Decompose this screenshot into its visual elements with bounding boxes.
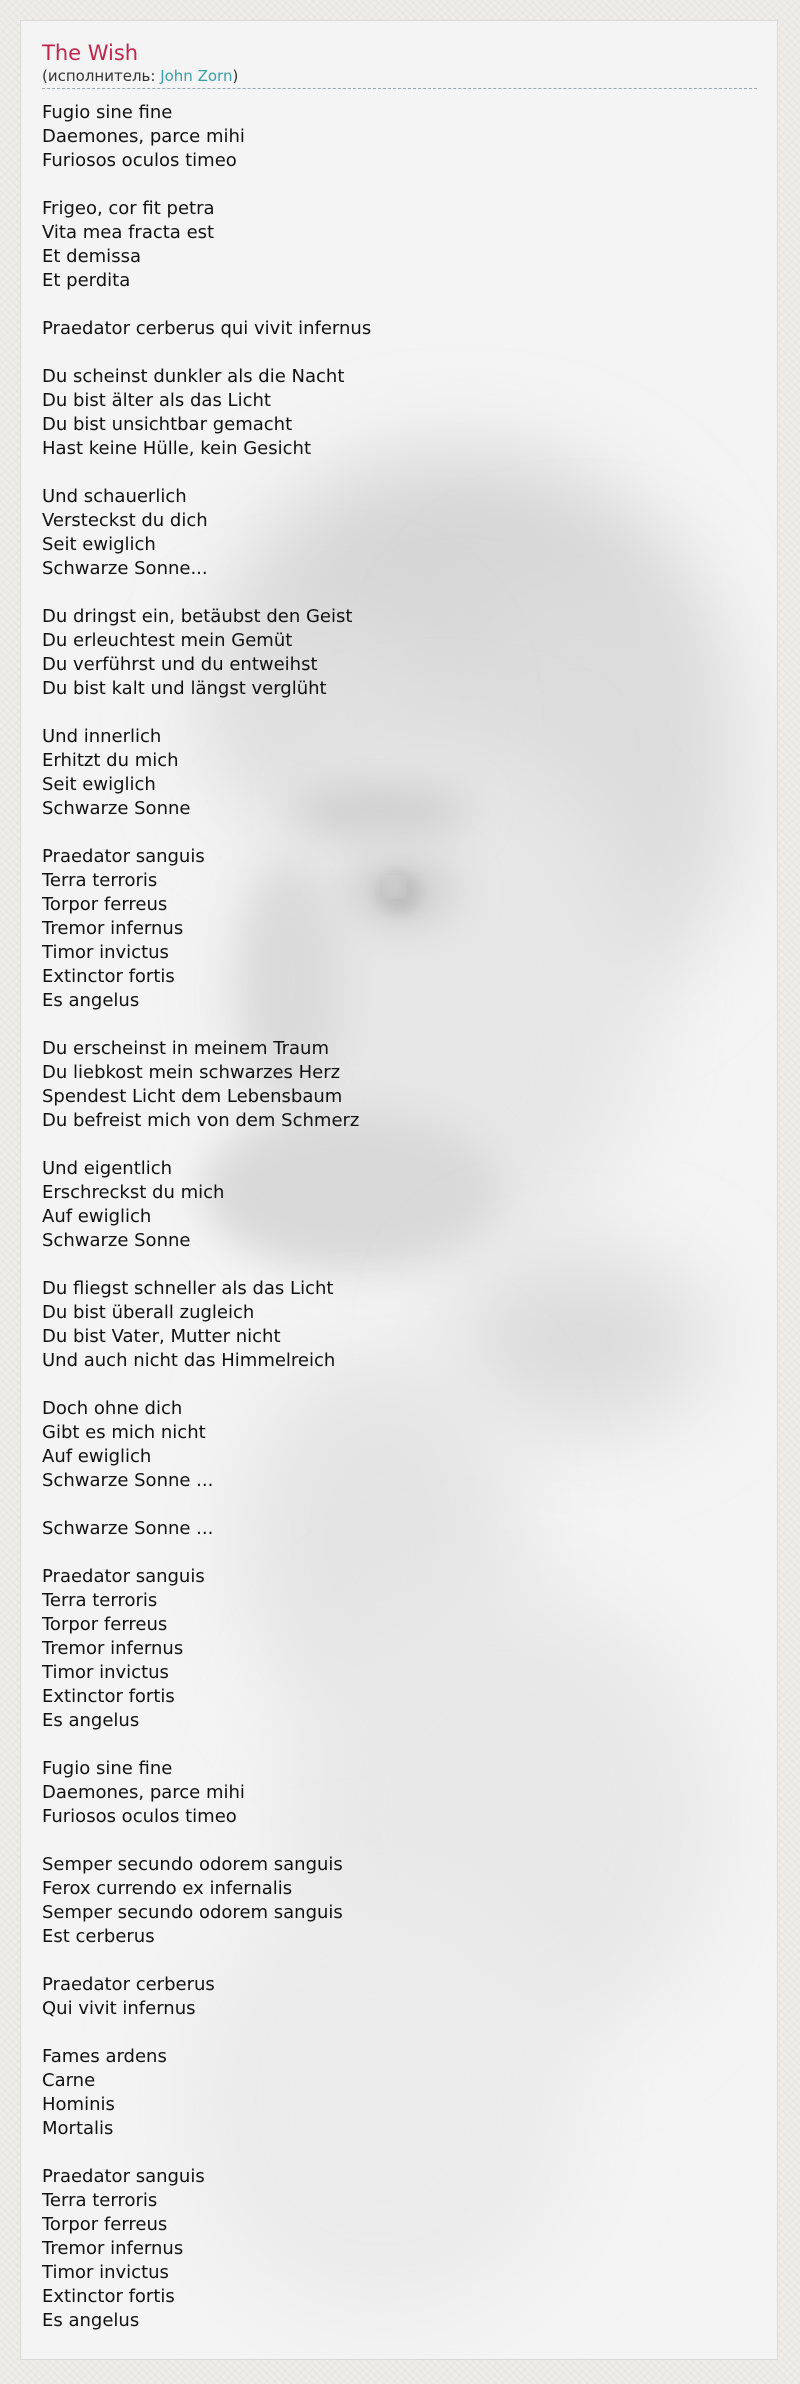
lyrics-line: Erhitzt du mich [42, 750, 179, 771]
lyrics-line: Frigeo, cor fit petra [42, 198, 215, 219]
lyrics-line: Du scheinst dunkler als die Nacht [42, 366, 345, 387]
lyrics-line: Doch ohne dich [42, 1398, 183, 1419]
lyrics-stanza [42, 2165, 755, 2333]
performer-prefix: (исполнитель: [42, 67, 161, 85]
lyrics-stanza [42, 1973, 755, 2021]
lyrics-text [42, 101, 755, 2333]
lyrics-line: Vita mea fracta est [42, 222, 215, 243]
lyrics-line: Spendest Licht dem Lebensbaum [42, 1086, 343, 1107]
lyrics-line: Timor invictus [42, 1662, 169, 1683]
lyrics-line: Terra terroris [42, 1590, 158, 1611]
lyrics-line: Extinctor fortis [42, 1686, 175, 1707]
lyrics-line: Terra terroris [42, 2190, 158, 2211]
lyrics-line: Mortalis [42, 2118, 114, 2139]
lyrics-line: Es angelus [42, 2310, 140, 2331]
lyrics-line: Und eigentlich [42, 1158, 173, 1179]
lyrics-line: Torpor ferreus [42, 894, 168, 915]
lyrics-stanza [42, 1853, 755, 1949]
lyrics-line: Und innerlich [42, 726, 162, 747]
lyrics-stanza [42, 1517, 755, 1541]
lyrics-line: Schwarze Sonne [42, 1230, 191, 1251]
lyrics-stanza [42, 197, 755, 293]
lyrics-line: Torpor ferreus [42, 2214, 168, 2235]
lyrics-stanza [42, 605, 755, 701]
lyrics-line: Du fliegst schneller als das Licht [42, 1278, 334, 1299]
song-title: The Wish [42, 41, 139, 65]
lyrics-line: Fugio sine fine [42, 1758, 173, 1779]
lyrics-line: Extinctor fortis [42, 966, 175, 987]
lyrics-line: Du dringst ein, betäubst den Geist [42, 606, 353, 627]
lyrics-line: Furiosos oculos timeo [42, 150, 237, 171]
lyrics-stanza [42, 725, 755, 821]
lyrics-line: Praedator sanguis [42, 846, 205, 867]
lyrics-line: Du bist Vater, Mutter nicht [42, 1326, 281, 1347]
lyrics-stanza [42, 485, 755, 581]
lyrics-line: Praedator sanguis [42, 2166, 205, 2187]
lyrics-line: Gibt es mich nicht [42, 1422, 206, 1443]
lyrics-line: Du bist kalt und längst verglüht [42, 678, 327, 699]
lyrics-line: Du bist älter als das Licht [42, 390, 271, 411]
lyrics-content [21, 21, 777, 2333]
lyrics-stanza [42, 1757, 755, 1829]
lyrics-line: Carne [42, 2070, 96, 2091]
lyrics-stanza [42, 2045, 755, 2141]
lyrics-stanza [42, 1157, 755, 1253]
lyrics-line: Du verführst und du entweihst [42, 654, 318, 675]
lyrics-line: Semper secundo odorem sanguis [42, 1902, 343, 1923]
lyrics-line: Du befreist mich von dem Schmerz [42, 1110, 360, 1131]
lyrics-line: Extinctor fortis [42, 2286, 175, 2307]
lyrics-line: Schwarze Sonne... [42, 558, 208, 579]
lyrics-stanza [42, 1037, 755, 1133]
lyrics-line: Es angelus [42, 1710, 140, 1731]
lyrics-line: Tremor infernus [42, 1638, 184, 1659]
lyrics-stanza [42, 1397, 755, 1493]
lyrics-line: Hominis [42, 2094, 115, 2115]
lyrics-line: Et demissa [42, 246, 141, 267]
lyrics-line: Tremor infernus [42, 918, 184, 939]
lyrics-line: Schwarze Sonne [42, 798, 191, 819]
lyrics-line: Auf ewiglich [42, 1446, 152, 1467]
lyrics-line: Torpor ferreus [42, 1614, 168, 1635]
lyrics-line: Und auch nicht das Himmelreich [42, 1350, 336, 1371]
performer-suffix: ) [232, 67, 239, 85]
lyrics-line: Du bist unsichtbar gemacht [42, 414, 293, 435]
lyrics-line: Du liebkost mein schwarzes Herz [42, 1062, 341, 1083]
lyrics-line: Qui vivit infernus [42, 1998, 196, 2019]
lyrics-line: Daemones, parce mihi [42, 1782, 245, 1803]
lyrics-line: Du erscheinst in meinem Traum [42, 1038, 329, 1059]
lyrics-line: Es angelus [42, 990, 140, 1011]
lyrics-stanza [42, 1277, 755, 1373]
lyrics-line: Praedator cerberus qui vivit infernus [42, 318, 372, 339]
lyrics-line: Semper secundo odorem sanguis [42, 1854, 343, 1875]
lyrics-stanza [42, 317, 755, 341]
lyrics-line: Schwarze Sonne ... [42, 1470, 214, 1491]
lyrics-card [20, 20, 778, 2360]
lyrics-line: Erschreckst du mich [42, 1182, 225, 1203]
lyrics-line: Fugio sine fine [42, 102, 173, 123]
lyrics-line: Praedator cerberus [42, 1974, 215, 1995]
lyrics-line: Ferox currendo ex infernalis [42, 1878, 293, 1899]
lyrics-line: Schwarze Sonne ... [42, 1518, 214, 1539]
lyrics-line: Versteckst du dich [42, 510, 208, 531]
lyrics-line: Et perdita [42, 270, 131, 291]
lyrics-line: Auf ewiglich [42, 1206, 152, 1227]
lyrics-line: Praedator sanguis [42, 1566, 205, 1587]
lyrics-line: Du bist überall zugleich [42, 1302, 255, 1323]
lyrics-line: Seit ewiglich [42, 774, 156, 795]
lyrics-line: Du erleuchtest mein Gemüt [42, 630, 293, 651]
lyrics-line: Terra terroris [42, 870, 158, 891]
lyrics-line: Und schauerlich [42, 486, 187, 507]
lyrics-line: Seit ewiglich [42, 534, 156, 555]
lyrics-line: Hast keine Hülle, kein Gesicht [42, 438, 311, 459]
lyrics-stanza [42, 845, 755, 1013]
lyrics-line: Timor invictus [42, 2262, 169, 2283]
lyrics-stanza [42, 365, 755, 461]
lyrics-line: Est cerberus [42, 1926, 155, 1947]
lyrics-line: Furiosos oculos timeo [42, 1806, 237, 1827]
lyrics-stanza [42, 1565, 755, 1733]
lyrics-line: Fames ardens [42, 2046, 167, 2067]
performer-link[interactable]: John Zorn [160, 67, 233, 85]
performer-line [42, 67, 757, 89]
lyrics-line: Daemones, parce mihi [42, 126, 245, 147]
lyrics-line: Timor invictus [42, 942, 169, 963]
lyrics-line: Tremor infernus [42, 2238, 184, 2259]
lyrics-stanza [42, 101, 755, 173]
